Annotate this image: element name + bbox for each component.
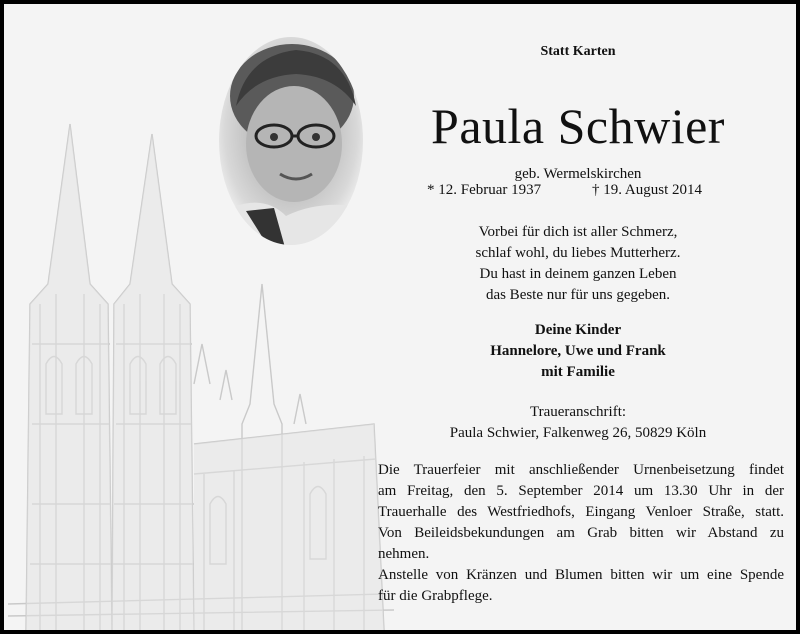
family-line: Hannelore, Uwe und Frank <box>490 343 666 359</box>
mourning-address <box>376 402 780 444</box>
poem-line: das Beste nur für uns gegeben. <box>485 287 671 303</box>
ceremony-line: Anstelle von Kränzen und Blumen bitten wir um eine Spende <box>378 567 784 583</box>
poem-line: Du hast in deinem ganzen Leben <box>479 266 677 282</box>
address-label: Traueranschrift: <box>529 404 627 420</box>
birth-name: geb. Wermelskirchen <box>514 166 642 182</box>
address-text: Paula Schwier, Falkenweg 26, 50829 Köln <box>449 425 707 441</box>
header-statt-karten: Statt Karten <box>540 44 616 59</box>
ceremony-line: nehmen. <box>378 546 430 562</box>
family-line: Deine Kinder <box>534 322 622 338</box>
ceremony-line: Die Trauerfeier mit anschließender Urnenbeisetzung findet <box>378 462 784 478</box>
poem-line: schlaf wohl, du liebes Mutterherz. <box>475 245 681 261</box>
birth-date: * 12. Februar 1937 <box>427 182 542 198</box>
death-date: † 19. August 2014 <box>592 182 703 198</box>
deceased-name: Paula Schwier <box>431 98 725 154</box>
ceremony-line: am Freitag, den 5. September 2014 um 13.30 Uhr in der <box>378 483 784 499</box>
ceremony-line: Von Beileidsbekundungen am Grab bitten wir Abstand zu <box>378 525 784 541</box>
poem <box>376 222 780 306</box>
ceremony-line: für die Grabpflege. <box>378 588 493 604</box>
portrait-photo <box>216 36 366 251</box>
family-signature <box>376 320 780 383</box>
poem-line: Vorbei für dich ist aller Schmerz, <box>478 224 678 240</box>
family-line: mit Familie <box>541 364 615 380</box>
ceremony-notice <box>378 460 784 607</box>
ceremony-line: Trauerhalle des Westfriedhofs, Eingang Venloer Straße, statt. <box>378 504 784 520</box>
